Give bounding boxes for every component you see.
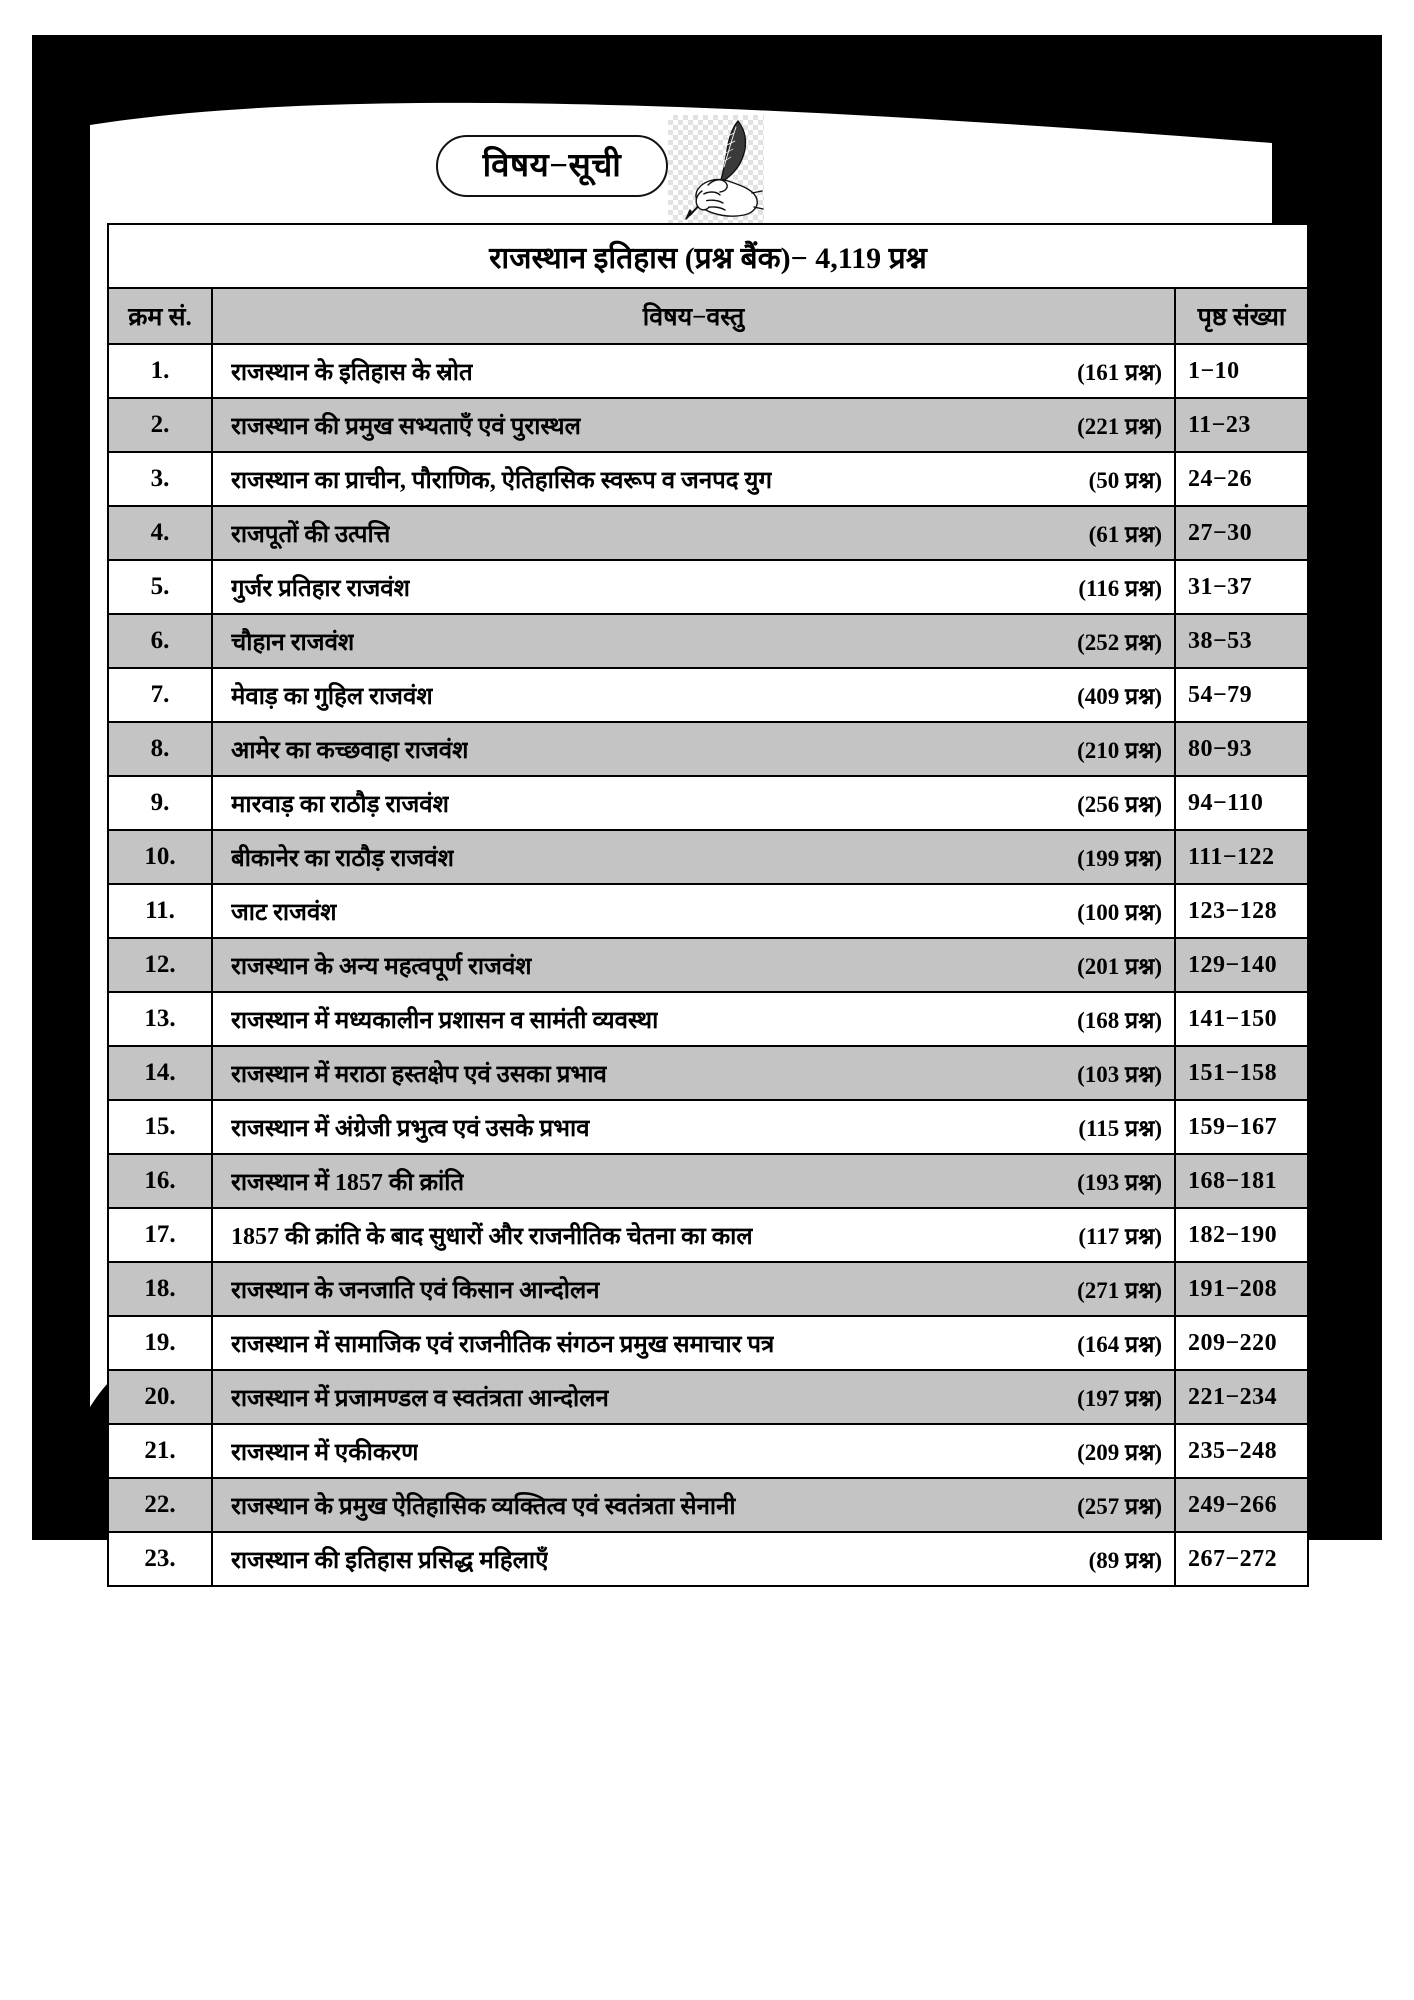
row-subject-layout bbox=[231, 1381, 1162, 1414]
row-subject-cell[interactable] bbox=[212, 452, 1175, 506]
row-topic-label: राजस्थान की इतिहास प्रसिद्ध महिलाएँ bbox=[231, 1547, 549, 1574]
row-serial-number: 16. bbox=[108, 1154, 212, 1208]
row-topic-label: मारवाड़ का राठौड़ राजवंश bbox=[231, 791, 449, 818]
table-caption-row bbox=[108, 224, 1308, 288]
row-question-count: (257 प्रश्न) bbox=[1077, 1493, 1162, 1519]
row-subject-cell[interactable] bbox=[212, 938, 1175, 992]
row-page-range: 235−248 bbox=[1175, 1424, 1308, 1478]
row-serial-number: 5. bbox=[108, 560, 212, 614]
table-row[interactable] bbox=[108, 614, 1308, 668]
row-page-range: 11−23 bbox=[1175, 398, 1308, 452]
column-header-serial-label: क्रम सं. bbox=[128, 304, 192, 331]
row-subject-cell[interactable] bbox=[212, 614, 1175, 668]
row-subject-layout bbox=[231, 895, 1162, 928]
row-subject-layout bbox=[231, 733, 1162, 766]
row-topic-label: राजस्थान में प्रजामण्डल व स्वतंत्रता आन्दोलन bbox=[231, 1385, 609, 1412]
row-subject-cell[interactable] bbox=[212, 1100, 1175, 1154]
row-subject-layout bbox=[231, 517, 1162, 550]
row-page-range: 31−37 bbox=[1175, 560, 1308, 614]
table-header-row bbox=[108, 288, 1308, 344]
row-subject-layout bbox=[231, 355, 1162, 388]
row-subject-cell[interactable] bbox=[212, 398, 1175, 452]
row-subject-cell[interactable] bbox=[212, 722, 1175, 776]
row-subject-layout bbox=[231, 1057, 1162, 1090]
table-row[interactable] bbox=[108, 668, 1308, 722]
row-serial-number: 2. bbox=[108, 398, 212, 452]
row-page-range: 221−234 bbox=[1175, 1370, 1308, 1424]
table-row[interactable] bbox=[108, 1370, 1308, 1424]
row-subject-cell[interactable] bbox=[212, 1262, 1175, 1316]
table-row[interactable] bbox=[108, 1316, 1308, 1370]
page-title: विषय−सूची bbox=[482, 147, 622, 184]
table-row[interactable] bbox=[108, 1100, 1308, 1154]
row-serial-number: 7. bbox=[108, 668, 212, 722]
row-page-range: 129−140 bbox=[1175, 938, 1308, 992]
quill-pen-glyph bbox=[668, 115, 764, 223]
row-subject-cell[interactable] bbox=[212, 1424, 1175, 1478]
row-question-count: (115 प्रश्न) bbox=[1078, 1115, 1162, 1141]
column-header-pages bbox=[1175, 288, 1308, 344]
row-subject-cell[interactable] bbox=[212, 776, 1175, 830]
row-topic-label: राजस्थान में एकीकरण bbox=[231, 1439, 419, 1466]
table-row[interactable] bbox=[108, 1424, 1308, 1478]
table-row[interactable] bbox=[108, 938, 1308, 992]
table-row[interactable] bbox=[108, 344, 1308, 398]
table-row[interactable] bbox=[108, 722, 1308, 776]
row-serial-number: 8. bbox=[108, 722, 212, 776]
table-row[interactable] bbox=[108, 992, 1308, 1046]
row-topic-label: राजस्थान में सामाजिक एवं राजनीतिक संगठन प्रमुख समाचार पत्र bbox=[231, 1331, 775, 1358]
row-page-range: 54−79 bbox=[1175, 668, 1308, 722]
row-topic-label: राजपूतों की उत्पत्ति bbox=[231, 521, 391, 548]
row-topic-label: राजस्थान के प्रमुख ऐतिहासिक व्यक्तित्व एवं स्वतंत्रता सेनानी bbox=[231, 1493, 736, 1520]
page-inner bbox=[32, 35, 1382, 1574]
row-question-count: (100 प्रश्न) bbox=[1077, 899, 1162, 925]
row-topic-label: राजस्थान के जनजाति एवं किसान आन्दोलन bbox=[231, 1277, 600, 1304]
row-page-range: 80−93 bbox=[1175, 722, 1308, 776]
row-subject-layout bbox=[231, 1435, 1162, 1468]
row-subject-layout bbox=[231, 625, 1162, 658]
page-content bbox=[32, 35, 1382, 1574]
column-header-pages-label: पृष्ठ संख्या bbox=[1197, 304, 1286, 331]
table-row[interactable] bbox=[108, 830, 1308, 884]
table-caption-cell bbox=[108, 224, 1308, 288]
row-subject-cell[interactable] bbox=[212, 830, 1175, 884]
table-row[interactable] bbox=[108, 452, 1308, 506]
table-caption: राजस्थान इतिहास (प्रश्न बैंक)− 4,119 प्रश्न bbox=[489, 241, 927, 275]
row-topic-label: जाट राजवंश bbox=[231, 899, 337, 926]
row-serial-number: 1. bbox=[108, 344, 212, 398]
row-subject-layout bbox=[231, 679, 1162, 712]
row-serial-number: 21. bbox=[108, 1424, 212, 1478]
row-serial-number: 10. bbox=[108, 830, 212, 884]
row-topic-label: राजस्थान का प्राचीन, पौराणिक, ऐतिहासिक स्वरूप व जनपद युग bbox=[231, 467, 772, 494]
table-row[interactable] bbox=[108, 1262, 1308, 1316]
toc-table-body bbox=[108, 224, 1308, 1586]
row-serial-number: 22. bbox=[108, 1478, 212, 1532]
row-topic-label: गुर्जर प्रतिहार राजवंश bbox=[231, 575, 410, 602]
row-topic-label: राजस्थान में मध्यकालीन प्रशासन व सामंती व्यवस्था bbox=[231, 1007, 659, 1034]
table-row[interactable] bbox=[108, 776, 1308, 830]
row-serial-number: 20. bbox=[108, 1370, 212, 1424]
row-page-range: 141−150 bbox=[1175, 992, 1308, 1046]
row-subject-layout bbox=[231, 1111, 1162, 1144]
table-row[interactable] bbox=[108, 1154, 1308, 1208]
row-topic-label: 1857 की क्रांति के बाद सुधारों और राजनीतिक चेतना का काल bbox=[231, 1223, 753, 1250]
table-row[interactable] bbox=[108, 1046, 1308, 1100]
row-topic-label: बीकानेर का राठौड़ राजवंश bbox=[231, 845, 454, 872]
row-subject-cell[interactable] bbox=[212, 1532, 1175, 1586]
row-serial-number: 9. bbox=[108, 776, 212, 830]
row-subject-cell[interactable] bbox=[212, 1208, 1175, 1262]
row-question-count: (61 प्रश्न) bbox=[1088, 521, 1162, 547]
table-row[interactable] bbox=[108, 398, 1308, 452]
row-serial-number: 11. bbox=[108, 884, 212, 938]
row-question-count: (271 प्रश्न) bbox=[1077, 1277, 1162, 1303]
row-question-count: (209 प्रश्न) bbox=[1077, 1439, 1162, 1465]
row-question-count: (221 प्रश्न) bbox=[1077, 413, 1162, 439]
row-topic-label: राजस्थान की प्रमुख सभ्यताएँ एवं पुरास्थल bbox=[231, 413, 581, 440]
row-subject-layout bbox=[231, 409, 1162, 442]
row-topic-label: आमेर का कच्छवाहा राजवंश bbox=[231, 737, 469, 764]
row-serial-number: 18. bbox=[108, 1262, 212, 1316]
row-subject-cell[interactable] bbox=[212, 560, 1175, 614]
row-page-range: 249−266 bbox=[1175, 1478, 1308, 1532]
table-of-contents bbox=[107, 223, 1309, 1587]
row-topic-label: राजस्थान में मराठा हस्तक्षेप एवं उसका प्रभाव bbox=[231, 1061, 607, 1088]
row-subject-layout bbox=[231, 1003, 1162, 1036]
row-question-count: (193 प्रश्न) bbox=[1077, 1169, 1162, 1195]
column-header-subject-label: विषय−वस्तु bbox=[642, 304, 745, 331]
row-subject-cell[interactable] bbox=[212, 992, 1175, 1046]
row-topic-label: चौहान राजवंश bbox=[231, 629, 355, 656]
row-serial-number: 23. bbox=[108, 1532, 212, 1586]
column-header-serial bbox=[108, 288, 212, 344]
row-serial-number: 6. bbox=[108, 614, 212, 668]
row-subject-layout bbox=[231, 571, 1162, 604]
row-page-range: 159−167 bbox=[1175, 1100, 1308, 1154]
row-page-range: 38−53 bbox=[1175, 614, 1308, 668]
row-subject-layout bbox=[231, 1327, 1162, 1360]
row-page-range: 151−158 bbox=[1175, 1046, 1308, 1100]
row-subject-layout bbox=[231, 1273, 1162, 1306]
row-topic-label: राजस्थान में अंग्रेजी प्रभुत्व एवं उसके प्रभाव bbox=[231, 1115, 590, 1142]
row-serial-number: 3. bbox=[108, 452, 212, 506]
table-of-contents-wrapper bbox=[107, 223, 1307, 1587]
row-topic-label: मेवाड़ का गुहिल राजवंश bbox=[231, 683, 433, 710]
row-subject-cell[interactable] bbox=[212, 1154, 1175, 1208]
row-page-range: 168−181 bbox=[1175, 1154, 1308, 1208]
page-title-pill bbox=[436, 135, 668, 197]
row-question-count: (116 प्रश्न) bbox=[1078, 575, 1162, 601]
row-serial-number: 4. bbox=[108, 506, 212, 560]
quill-pen-icon bbox=[668, 115, 764, 223]
row-serial-number: 14. bbox=[108, 1046, 212, 1100]
table-row[interactable] bbox=[108, 1208, 1308, 1262]
row-subject-cell[interactable] bbox=[212, 1046, 1175, 1100]
table-row[interactable] bbox=[108, 884, 1308, 938]
row-subject-cell[interactable] bbox=[212, 1316, 1175, 1370]
row-question-count: (210 प्रश्न) bbox=[1077, 737, 1162, 763]
row-question-count: (199 प्रश्न) bbox=[1077, 845, 1162, 871]
column-header-subject bbox=[212, 288, 1175, 344]
row-subject-cell[interactable] bbox=[212, 344, 1175, 398]
page-header bbox=[32, 115, 1382, 235]
row-page-range: 1−10 bbox=[1175, 344, 1308, 398]
row-question-count: (168 प्रश्न) bbox=[1077, 1007, 1162, 1033]
row-serial-number: 13. bbox=[108, 992, 212, 1046]
table-row[interactable] bbox=[108, 1478, 1308, 1532]
row-question-count: (409 प्रश्न) bbox=[1077, 683, 1162, 709]
row-question-count: (103 प्रश्न) bbox=[1077, 1061, 1162, 1087]
row-page-range: 267−272 bbox=[1175, 1532, 1308, 1586]
row-question-count: (164 प्रश्न) bbox=[1077, 1331, 1162, 1357]
row-serial-number: 12. bbox=[108, 938, 212, 992]
row-subject-cell[interactable] bbox=[212, 884, 1175, 938]
row-subject-layout bbox=[231, 1489, 1162, 1522]
row-question-count: (89 प्रश्न) bbox=[1088, 1547, 1162, 1573]
row-question-count: (252 प्रश्न) bbox=[1077, 629, 1162, 655]
row-subject-layout bbox=[231, 463, 1162, 496]
row-question-count: (256 प्रश्न) bbox=[1077, 791, 1162, 817]
row-subject-layout bbox=[231, 841, 1162, 874]
row-question-count: (50 प्रश्न) bbox=[1088, 467, 1162, 493]
row-serial-number: 15. bbox=[108, 1100, 212, 1154]
row-question-count: (201 प्रश्न) bbox=[1077, 953, 1162, 979]
row-page-range: 94−110 bbox=[1175, 776, 1308, 830]
row-subject-cell[interactable] bbox=[212, 1478, 1175, 1532]
row-page-range: 24−26 bbox=[1175, 452, 1308, 506]
row-subject-cell[interactable] bbox=[212, 1370, 1175, 1424]
row-serial-number: 17. bbox=[108, 1208, 212, 1262]
row-subject-cell[interactable] bbox=[212, 668, 1175, 722]
row-topic-label: राजस्थान के अन्य महत्वपूर्ण राजवंश bbox=[231, 953, 532, 980]
row-page-range: 27−30 bbox=[1175, 506, 1308, 560]
row-page-range: 209−220 bbox=[1175, 1316, 1308, 1370]
row-page-range: 123−128 bbox=[1175, 884, 1308, 938]
table-row[interactable] bbox=[108, 560, 1308, 614]
row-serial-number: 19. bbox=[108, 1316, 212, 1370]
table-row[interactable] bbox=[108, 1532, 1308, 1586]
row-subject-layout bbox=[231, 1165, 1162, 1198]
row-page-range: 182−190 bbox=[1175, 1208, 1308, 1262]
row-question-count: (161 प्रश्न) bbox=[1077, 359, 1162, 385]
row-subject-layout bbox=[231, 787, 1162, 820]
row-page-range: 191−208 bbox=[1175, 1262, 1308, 1316]
row-page-range: 111−122 bbox=[1175, 830, 1308, 884]
table-row[interactable] bbox=[108, 506, 1308, 560]
row-subject-cell[interactable] bbox=[212, 506, 1175, 560]
row-question-count: (117 प्रश्न) bbox=[1078, 1223, 1162, 1249]
row-topic-label: राजस्थान में 1857 की क्रांति bbox=[231, 1169, 465, 1196]
row-subject-layout bbox=[231, 1219, 1162, 1252]
row-subject-layout bbox=[231, 1543, 1162, 1576]
row-topic-label: राजस्थान के इतिहास के स्रोत bbox=[231, 359, 473, 386]
row-subject-layout bbox=[231, 949, 1162, 982]
row-question-count: (197 प्रश्न) bbox=[1077, 1385, 1162, 1411]
